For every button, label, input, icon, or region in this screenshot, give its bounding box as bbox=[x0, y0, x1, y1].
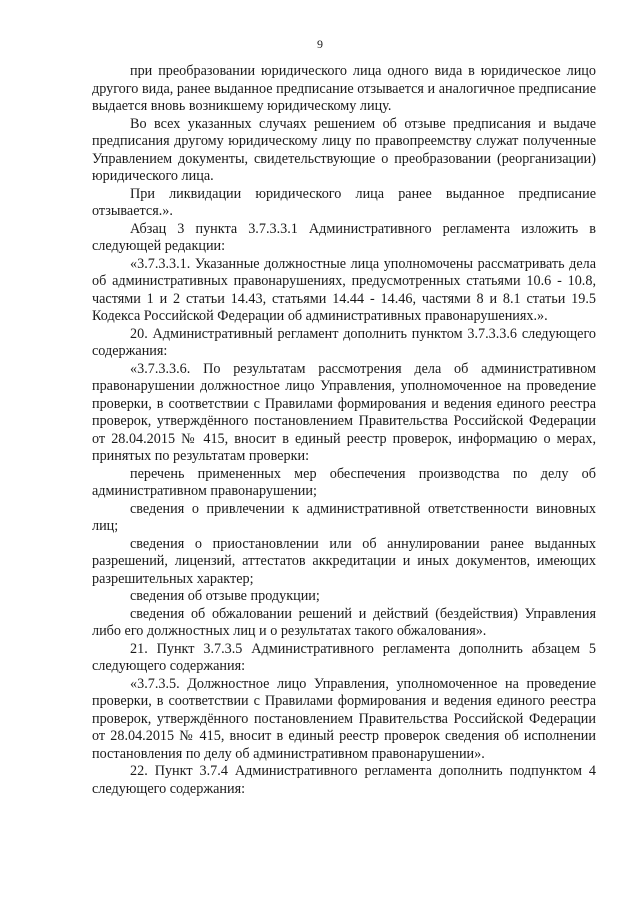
list-item-suspension: сведения о приостановлении или об аннулировании ранее выданных разрешений, лицензий, аттестатов аккредитации и иных документов, имеющих разрешительных характер; bbox=[92, 535, 596, 587]
body-text bbox=[92, 63, 596, 798]
paragraph-liquidation: При ликвидации юридического лица ранее выданное предписание отзывается.». bbox=[92, 185, 596, 219]
list-item-appeal: сведения об обжаловании решений и действий (бездействия) Управления либо его должностных лиц и о результатах такого обжалования». bbox=[92, 605, 596, 639]
list-item-liability: сведения о привлечении к административной ответственности виновных лиц; bbox=[92, 500, 596, 534]
list-item-measures: перечень примененных мер обеспечения производства по делу об административном правонарушении; bbox=[92, 465, 596, 499]
paragraph-quote-3-7-3-3-6: «3.7.3.3.6. По результатам рассмотрения дела об административном правонарушении должностное лицо Управления, уполномоченное на проведение проверки, в соответствии с Правилами формирования и ведения единого реестра проверок, утверждённого постановлением Правительства Российской Федерации от 28.04.2015 № 415, вносит в единый реестр проверок, информацию о мерах, принятых по результатам проверки: bbox=[92, 360, 596, 464]
paragraph-quote-3-7-3-3-1: «3.7.3.3.1. Указанные должностные лица уполномочены рассматривать дела об административных правонарушениях, предусмотренных статьями 10.6 - 10.8, частями 1 и 2 статьи 14.43, статьями 14.44 - 14.46, частями 8 и 8.1 статьи 19.5 Кодекса Российской Федерации об административных правонарушениях.». bbox=[92, 255, 596, 324]
page-number: 9 bbox=[317, 37, 323, 51]
paragraph-item-21: 21. Пункт 3.7.3.5 Административного регламента дополнить абзацем 5 следующего содержания: bbox=[92, 640, 596, 674]
paragraph-item-22: 22. Пункт 3.7.4 Административного регламента дополнить подпунктом 4 следующего содержания: bbox=[92, 763, 596, 797]
paragraph-reorganization-conversion: при преобразовании юридического лица одного вида в юридическое лицо другого вида, ранее выданное предписание отзывается и аналогичное предписание выдается вновь возникшему юридическому лицу. bbox=[92, 63, 596, 114]
paragraph-amend-3-7-3-3-1: Абзац 3 пункта 3.7.3.3.1 Административного регламента изложить в следующей редакции: bbox=[92, 220, 596, 254]
paragraph-item-20: 20. Административный регламент дополнить пунктом 3.7.3.3.6 следующего содержания: bbox=[92, 325, 596, 359]
paragraph-quote-3-7-3-5: «3.7.3.5. Должностное лицо Управления, уполномоченное на проведение проверки, в соответствии с Правилами формирования и ведения единого реестра проверок, утверждённого постановлением Правительства Российской Федерации от 28.04.2015 № 415, вносит в единый реестр проверок сведения об исполнении постановления по делу об административном правонарушении». bbox=[92, 675, 596, 762]
paragraph-succession-documents: Во всех указанных случаях решением об отзыве предписания и выдаче предписания другому юридическому лицу по правопреемству служат полученные Управлением документы, свидетельствующие о преобразовании (реорганизации) юридического лица. bbox=[92, 115, 596, 184]
list-item-recall: сведения об отзыве продукции; bbox=[130, 588, 320, 604]
